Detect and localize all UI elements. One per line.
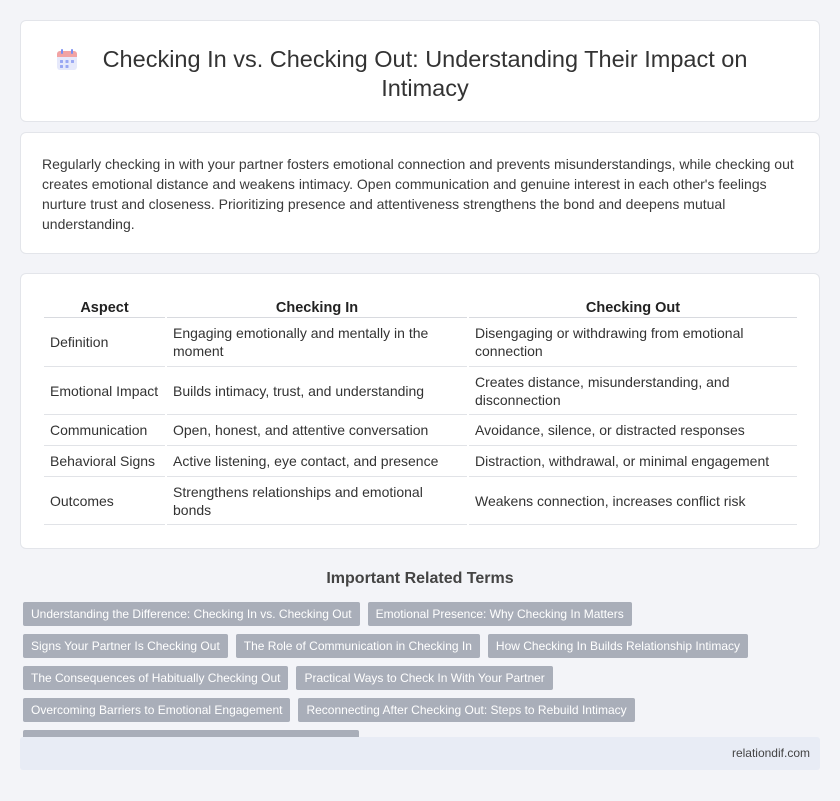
cell-checking-in: Strengthens relationships and emotional bonds	[167, 477, 467, 525]
cell-checking-out: Disengaging or withdrawing from emotional connection	[469, 318, 797, 367]
table-row	[44, 415, 797, 446]
title-wrap	[61, 45, 779, 103]
header-checking-in: Checking In	[167, 296, 467, 318]
related-term-tag[interactable]: Practical Ways to Check In With Your Partner	[296, 666, 552, 690]
comparison-table-card	[20, 273, 820, 549]
footer-site[interactable]: relationdif.com	[731, 746, 810, 760]
summary-text: Regularly checking in with your partner fosters emotional connection and prevents misunderstandings, while checking out creates emotional distance and weakens intimacy. Open communication and genuine interest in each other's feelings nurture trust and closeness. Prioritizing presence and attentiveness strengthens the bond and deepens mutual understanding.	[42, 156, 794, 232]
cell-checking-out: Weakens connection, increases conflict risk	[469, 477, 797, 525]
related-term-tag[interactable]: The Consequences of Habitually Checking Out	[23, 666, 288, 690]
table-header-row	[44, 296, 797, 318]
related-terms-list	[23, 602, 823, 754]
cell-checking-in: Active listening, eye contact, and presence	[167, 446, 467, 477]
cell-checking-in: Builds intimacy, trust, and understanding	[167, 367, 467, 415]
footer	[20, 737, 820, 770]
header-aspect: Aspect	[44, 296, 165, 318]
table-row	[44, 318, 797, 367]
comparison-table	[42, 296, 799, 525]
related-term-tag[interactable]: Overcoming Barriers to Emotional Engagement	[23, 698, 290, 722]
title-card	[20, 20, 820, 122]
cell-aspect: Communication	[44, 415, 165, 446]
summary-card	[20, 132, 820, 254]
cell-checking-in: Engaging emotionally and mentally in the moment	[167, 318, 467, 367]
related-term-tag[interactable]: How Checking In Builds Relationship Intimacy	[488, 634, 748, 658]
related-term-tag[interactable]: Signs Your Partner Is Checking Out	[23, 634, 228, 658]
cell-checking-in: Open, honest, and attentive conversation	[167, 415, 467, 446]
cell-aspect: Behavioral Signs	[44, 446, 165, 477]
related-term-tag[interactable]: Reconnecting After Checking Out: Steps to Rebuild Intimacy	[298, 698, 634, 722]
page-title: Checking In vs. Checking Out: Understanding Their Impact on Intimacy	[102, 46, 748, 101]
cell-checking-out: Creates distance, misunderstanding, and disconnection	[469, 367, 797, 415]
cell-aspect: Definition	[44, 318, 165, 367]
cell-checking-out: Avoidance, silence, or distracted responses	[469, 415, 797, 446]
table-row	[44, 446, 797, 477]
table-row	[44, 477, 797, 525]
related-term-tag[interactable]: Emotional Presence: Why Checking In Matters	[368, 602, 632, 626]
cell-aspect: Emotional Impact	[44, 367, 165, 415]
related-terms-title: Important Related Terms	[326, 570, 514, 587]
cell-aspect: Outcomes	[44, 477, 165, 525]
cell-checking-out: Distraction, withdrawal, or minimal engagement	[469, 446, 797, 477]
header-checking-out: Checking Out	[469, 296, 797, 318]
table-row	[44, 367, 797, 415]
related-term-tag[interactable]: The Role of Communication in Checking In	[236, 634, 480, 658]
related-term-tag[interactable]: Understanding the Difference: Checking In vs. Checking Out	[23, 602, 360, 626]
